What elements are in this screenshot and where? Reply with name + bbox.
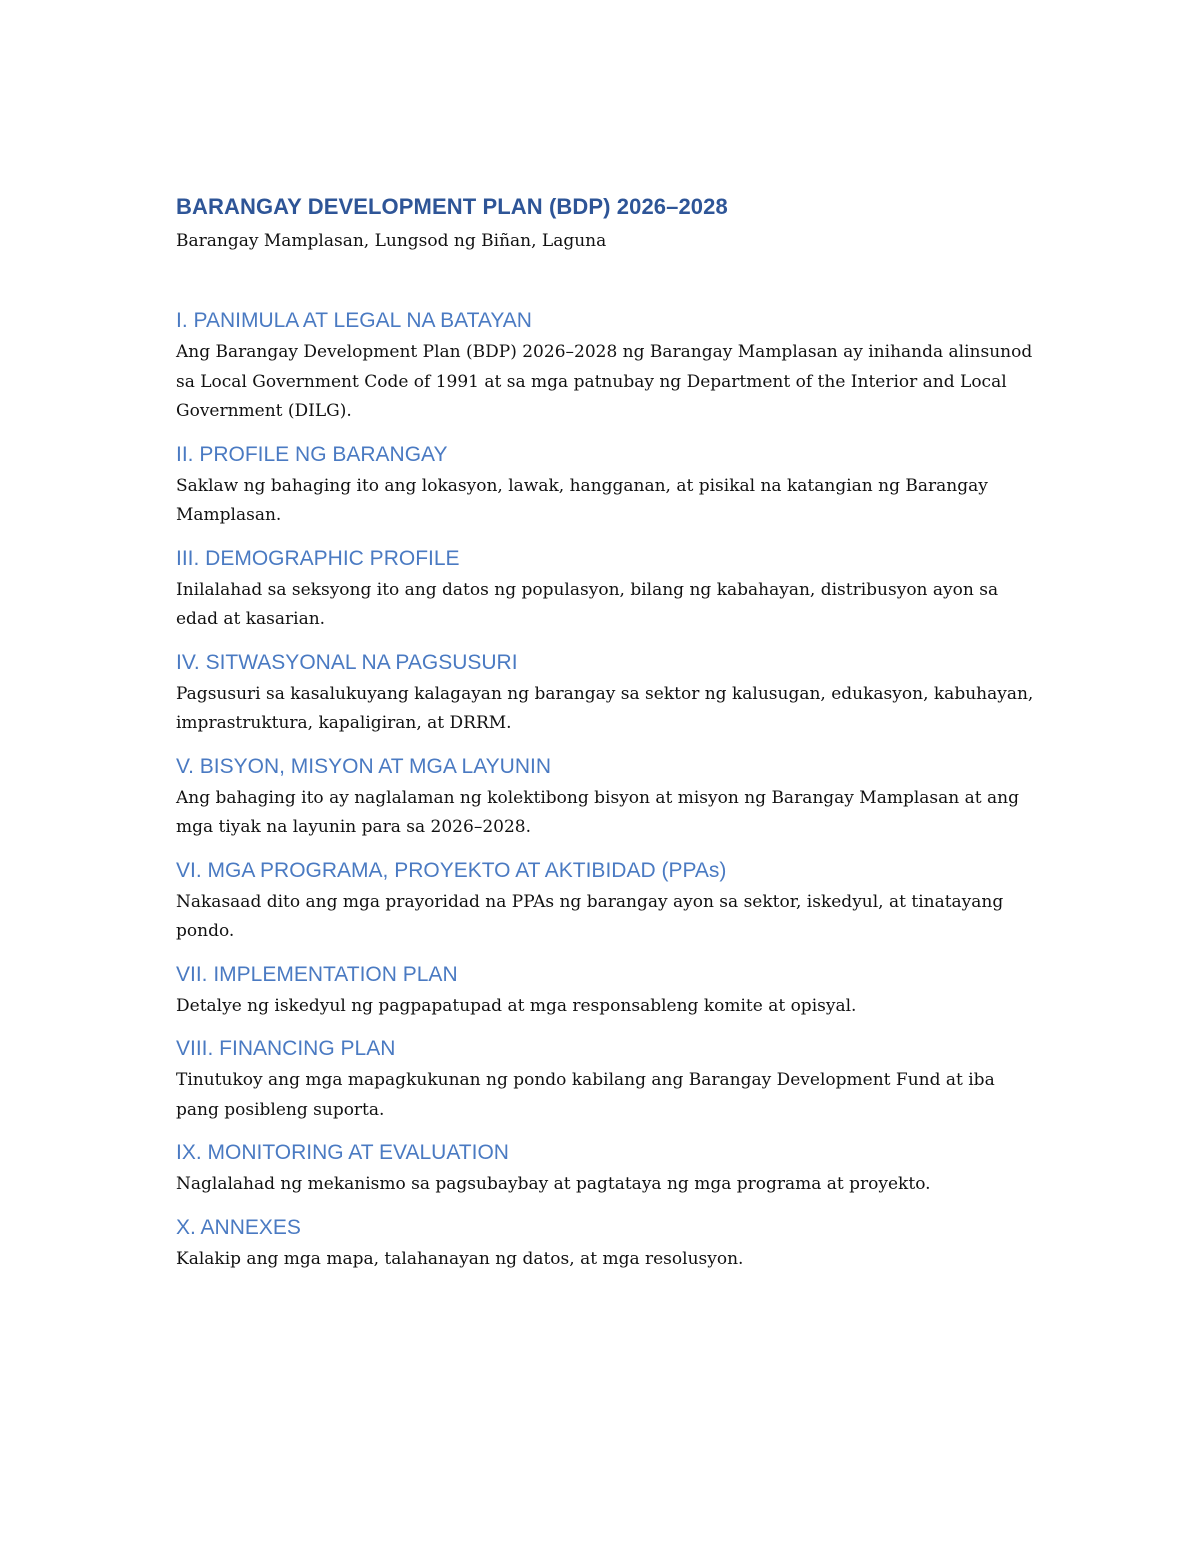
section-heading: III. DEMOGRAPHIC PROFILE [176,546,460,570]
section-body: Ang bahaging ito ay naglalaman ng kolektibong bisyon at misyon ng Barangay Mamplasan at ang mga tiyak na layunin para sa 2026–2028. [176,787,1019,837]
section-bisyon [176,752,1036,843]
section-heading: II. PROFILE NG BARANGAY [176,442,448,466]
section-sitwasyonal [176,648,1036,739]
section-heading: IV. SITWASYONAL NA PAGSUSURI [176,650,518,674]
section-list [176,306,1036,1274]
section-demographic [176,544,1036,635]
section-panimula [176,306,1036,427]
section-heading: IX. MONITORING AT EVALUATION [176,1141,509,1164]
section-body: Nakasaad dito ang mga prayoridad na PPAs ng barangay ayon sa sektor, iskedyul, at tinatayang pondo. [176,891,1004,941]
section-body: Kalakip ang mga mapa, talahanayan ng datos, at mga resolusyon. [176,1248,744,1269]
section-body: Pagsusuri sa kasalukuyang kalagayan ng barangay sa sektor ng kalusugan, edukasyon, kabuhayan, imprastruktura, kapaligiran, at DRRM. [176,683,1034,733]
section-heading: V. BISYON, MISYON AT MGA LAYUNIN [176,754,551,778]
section-body: Naglalahad ng mekanismo sa pagsubaybay at pagtataya ng mga programa at proyekto. [176,1174,931,1194]
section-heading: X. ANNEXES [176,1215,301,1239]
section-monitoring [176,1138,1036,1200]
section-body: Ang Barangay Development Plan (BDP) 2026–2028 ng Barangay Mamplasan ay inihanda alinsunod sa Local Government Code of 1991 at sa mga patnubay ng Department of the Interior and Local Government (DILG). [176,342,1033,421]
document-subtitle: Barangay Mamplasan, Lungsod ng Biñan, Laguna [176,231,607,251]
section-heading: VIII. FINANCING PLAN [176,1037,396,1060]
section-financing [176,1034,1036,1125]
document-page [176,192,1036,1287]
section-heading: VII. IMPLEMENTATION PLAN [176,962,458,986]
section-heading: I. PANIMULA AT LEGAL NA BATAYAN [176,309,532,332]
section-heading: VI. MGA PROGRAMA, PROYEKTO AT AKTIBIDAD (PPAs) [176,858,727,882]
section-implementation [176,960,1036,1022]
section-profile [176,440,1036,531]
section-annexes [176,1213,1036,1275]
section-body: Saklaw ng bahaging ito ang lokasyon, lawak, hangganan, at pisikal na katangian ng Barangay Mamplasan. [176,475,988,525]
document-title: BARANGAY DEVELOPMENT PLAN (BDP) 2026–2028 [176,194,728,219]
section-body: Detalye ng iskedyul ng pagpapatupad at mga responsableng komite at opisyal. [176,995,857,1016]
section-body: Tinutukoy ang mga mapagkukunan ng pondo kabilang ang Barangay Development Fund at iba pang posibleng suporta. [176,1070,995,1120]
section-body: Inilalahad sa seksyong ito ang datos ng populasyon, bilang ng kabahayan, distribusyon ayon sa edad at kasarian. [176,579,999,629]
section-ppas [176,856,1036,947]
